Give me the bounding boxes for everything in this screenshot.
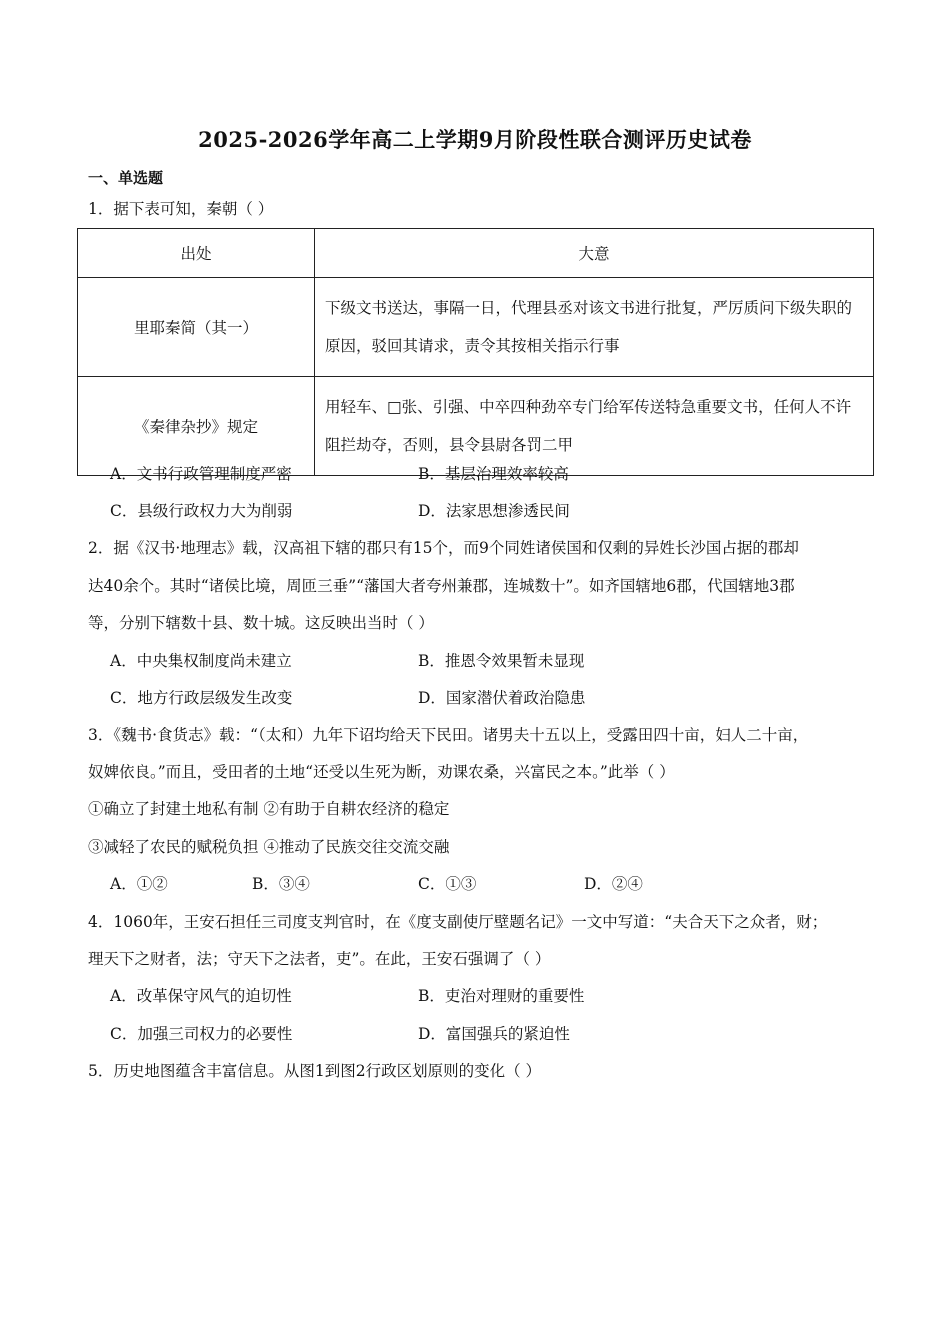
q3-line-2: 奴婢依良。”而且，受田者的土地“还受以生死为断，劝课农桑，兴富民之本。”此举（ ）: [88, 763, 675, 781]
q3-option-a[interactable]: A．①②: [110, 875, 168, 893]
table-header-source: 出处: [78, 229, 315, 278]
q2-option-d[interactable]: D．国家潜伏着政治隐患: [418, 689, 586, 707]
q3-item-line-1: ①确立了封建土地私有制 ②有助于自耕农经济的稳定: [88, 800, 450, 818]
section-heading: 一、单选题: [88, 169, 164, 187]
q3-line-1: 3．《魏书·食货志》载：“（太和）九年下诏均给天下民田。诸男夫十五以上，受露田四十亩，妇人二十亩，: [88, 726, 809, 744]
q4-line-2: 理天下之财者，法；守天下之法者，吏”。在此，王安石强调了（ ）: [88, 950, 551, 968]
table-header-row: [78, 229, 874, 278]
q2-line-3: 等，分别下辖数十县、数十城。这反映出当时（ ）: [88, 614, 434, 632]
q2-line-2: 达40余个。其时“诸侯比境，周匝三垂”“藩国大者夸州兼郡，连城数十”。如齐国辖地6郡，代国辖地3郡: [88, 577, 795, 595]
table-row: [78, 377, 874, 476]
q2-option-c[interactable]: C．地方行政层级发生改变: [110, 689, 293, 707]
q1-option-d[interactable]: D．法家思想渗透民间: [418, 502, 570, 520]
table-row: [78, 278, 874, 377]
q1-option-b[interactable]: B．基层治理效率较高: [418, 465, 569, 483]
q2-option-b[interactable]: B．推恩令效果暂未显现: [418, 652, 585, 670]
table-header-meaning: 大意: [315, 229, 874, 278]
table-cell-meaning: 用轻车、□张、引强、中卒四种劲卒专门给军传送特急重要文书，任何人不许阻拦劫夺，否则，县令县尉各罚二甲: [315, 377, 874, 476]
q5-stem: 5．历史地图蕴含丰富信息。从图1到图2行政区划原则的变化（ ）: [88, 1062, 542, 1080]
table-cell-source: 里耶秦简（其一）: [78, 278, 315, 377]
q2-option-a[interactable]: A．中央集权制度尚未建立: [110, 652, 292, 670]
q1-table: [77, 228, 874, 476]
table-cell-meaning: 下级文书送达，事隔一日，代理县丞对该文书进行批复，严厉质问下级失职的原因，驳回其请求，责令其按相关指示行事: [315, 278, 874, 377]
q4-option-b[interactable]: B．吏治对理财的重要性: [418, 987, 585, 1005]
q3-option-c[interactable]: C．①③: [418, 875, 477, 893]
q1-stem: 1．据下表可知，秦朝（ ）: [88, 200, 274, 218]
exam-title: 2025-2026学年高二上学期9月阶段性联合测评历史试卷: [198, 127, 752, 152]
q2-line-1: 2．据《汉书·地理志》载，汉高祖下辖的郡只有15个，而9个同姓诸侯国和仅剩的异姓长沙国占据的郡却: [88, 539, 799, 557]
q1-option-a[interactable]: A．文书行政管理制度严密: [110, 465, 292, 483]
q3-item-line-2: ③减轻了农民的赋税负担 ④推动了民族交往交流交融: [88, 838, 450, 856]
q3-option-b[interactable]: B．③④: [252, 875, 310, 893]
q4-option-c[interactable]: C．加强三司权力的必要性: [110, 1025, 293, 1043]
table-cell-source: 《秦律杂抄》规定: [78, 377, 315, 476]
q1-option-c[interactable]: C．县级行政权力大为削弱: [110, 502, 293, 520]
q3-option-d[interactable]: D．②④: [584, 875, 643, 893]
q4-option-d[interactable]: D．富国强兵的紧迫性: [418, 1025, 570, 1043]
q4-option-a[interactable]: A．改革保守风气的迫切性: [110, 987, 292, 1005]
q4-line-1: 4．1060年，王安石担任三司度支判官时，在《度支副使厅壁题名记》一文中写道：“夫合天下之众者，财；: [88, 913, 828, 931]
